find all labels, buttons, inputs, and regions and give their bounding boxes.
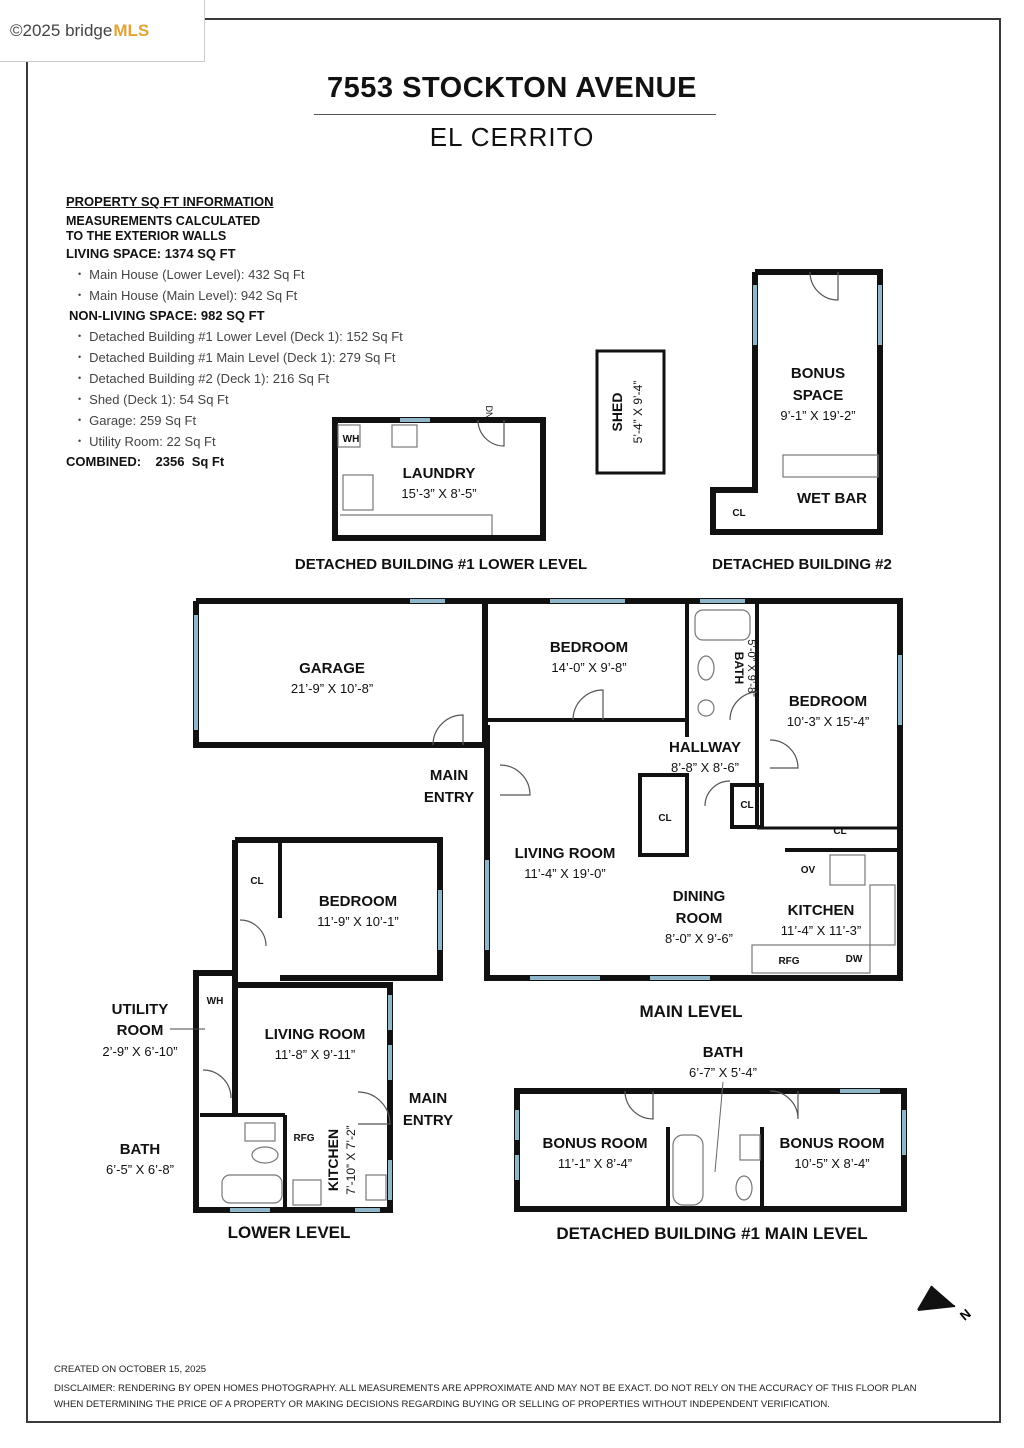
- shed-dim: 5’-4” X 9’-4”: [631, 380, 645, 444]
- bath-label: BATH: [119, 1141, 161, 1158]
- det1-main-caption: DETACHED BUILDING #1 MAIN LEVEL: [556, 1224, 868, 1243]
- bedroom-dim: 10’-3” X 15’-4”: [786, 714, 870, 729]
- bonus-space-label-1: BONUS: [790, 365, 846, 382]
- north-arrow-icon: [918, 1286, 974, 1323]
- kitchen-dim: 11’-4” X 11’-3”: [780, 923, 862, 938]
- living-item: • Main House (Main Level): 942 Sq Ft: [66, 285, 403, 306]
- water-heater-label: WH: [206, 996, 224, 1007]
- utility-room-dim: 2’-9” X 6’-10”: [102, 1044, 178, 1059]
- dining-room-dim: 8’-0” X 9’-6”: [665, 931, 733, 946]
- living-room-label: LIVING ROOM: [514, 845, 616, 862]
- laundry-label: LAUNDRY: [402, 465, 476, 482]
- utility-room-label: ROOM: [116, 1022, 164, 1039]
- bath-dim: 6’-5” X 6’-8”: [106, 1162, 174, 1177]
- bonus-room-dim: 11’-1” X 8’-4”: [557, 1156, 633, 1171]
- bedroom-label: BEDROOM: [549, 639, 629, 656]
- disclaimer-line: DISCLAIMER: RENDERING BY OPEN HOMES PHOTOGRAPHY. ALL MEASUREMENTS ARE APPROXIMATE AND MAY NOT BE EXACT. DO NOT RELY ON THE ACCURACY OF THIS FLOOR PLAN: [54, 1383, 917, 1394]
- living-room-label: LIVING ROOM: [264, 1026, 366, 1043]
- bonus-space-dim: 9’-1” X 19’-2”: [780, 408, 856, 423]
- sqft-heading: PROPERTY SQ FT INFORMATION: [66, 194, 274, 209]
- brand-copyright: ©2025 bridge: [10, 20, 113, 40]
- hallway-dim: 8’-8” X 8’-6”: [671, 760, 739, 775]
- closet-label: CL: [740, 800, 754, 811]
- dining-room-label: DINING: [672, 888, 726, 905]
- garage-dim: 21’-9” X 10’-8”: [290, 681, 374, 696]
- calc-line-1: MEASUREMENTS CALCULATED: [66, 214, 261, 228]
- main-level-caption: MAIN LEVEL: [639, 1002, 743, 1021]
- non-living-item: • Detached Building #1 Main Level (Deck 1): 279 Sq Ft: [66, 347, 403, 368]
- bonus-room-label: BONUS ROOM: [542, 1135, 648, 1152]
- lower-level-walls: [196, 973, 390, 1210]
- fridge-label: RFG: [778, 956, 800, 967]
- non-living-item: • Garage: 259 Sq Ft: [66, 410, 403, 431]
- door-swings: [203, 272, 838, 1124]
- living-item: • Main House (Lower Level): 432 Sq Ft: [66, 264, 403, 285]
- shed-label: SHED: [609, 392, 625, 432]
- bedroom-label: BEDROOM: [788, 693, 868, 710]
- dining-room-label: ROOM: [675, 910, 723, 927]
- non-living-item: • Shed (Deck 1): 54 Sq Ft: [66, 389, 403, 410]
- created-date: CREATED ON OCTOBER 15, 2025: [54, 1364, 207, 1375]
- oven-label: OV: [800, 865, 816, 876]
- bath-label: BATH: [702, 1044, 744, 1061]
- garage-label: GARAGE: [299, 660, 365, 677]
- bonus-room-dim: 10’-5” X 8’-4”: [794, 1156, 870, 1171]
- living-room-dim: 11’-8” X 9’-11”: [274, 1047, 356, 1062]
- bath-label: BATH: [732, 651, 746, 685]
- bonus-room-label: BONUS ROOM: [779, 1135, 885, 1152]
- closet-label: CL: [250, 876, 264, 887]
- det2-caption: DETACHED BUILDING #2: [712, 556, 892, 573]
- living-room-dim: 11’-4” X 19’-0”: [524, 866, 606, 881]
- laundry-dim: 15’-3” X 8’-5”: [401, 486, 477, 501]
- combined-total: COMBINED: 2356 Sq Ft: [66, 454, 225, 469]
- living-space: LIVING SPACE: 1374 SQ FT: [66, 246, 236, 261]
- fridge-label: RFG: [293, 1133, 315, 1144]
- closet-label: CL: [732, 508, 746, 519]
- lower-level-caption: LOWER LEVEL: [227, 1223, 351, 1242]
- wet-bar-label: WET BAR: [797, 490, 867, 507]
- page-subtitle: EL CERRITO: [429, 122, 595, 152]
- bath-dim: 5’-0” X 9’-8”: [745, 639, 757, 697]
- main-entry-label: ENTRY: [402, 1112, 454, 1129]
- bedroom-dim: 14’-0” X 9’-8”: [551, 660, 627, 675]
- bedroom-dim: 11’-9” X 10’-1”: [317, 914, 399, 929]
- water-heater-label: WH: [342, 434, 360, 445]
- calc-line-2: TO THE EXTERIOR WALLS: [66, 229, 227, 243]
- dishwasher-label: DW: [845, 954, 863, 965]
- hallway-label: HALLWAY: [669, 739, 741, 756]
- main-entry-label: MAIN: [408, 1090, 448, 1107]
- brand-mls: MLS: [113, 20, 150, 40]
- bath-leader-line: [715, 1082, 723, 1172]
- stairs-down-label: DN: [484, 405, 494, 419]
- non-living-item: • Utility Room: 22 Sq Ft: [66, 431, 403, 452]
- kitchen-label: KITCHEN: [787, 902, 855, 919]
- north-label: N: [956, 1305, 974, 1324]
- main-entry-label: MAIN: [429, 767, 469, 784]
- bath-dim: 6’-7” X 5’-4”: [689, 1065, 757, 1080]
- non-living-item: • Detached Building #1 Lower Level (Deck 1): 152 Sq Ft: [66, 326, 403, 347]
- disclaimer-block: [54, 1362, 917, 1413]
- det1-lower-caption: DETACHED BUILDING #1 LOWER LEVEL: [294, 556, 588, 573]
- disclaimer-line: WHEN DETERMINING THE PRICE OF A PROPERTY OR MAKING DECISIONS REGARDING BUYING OR SELLING OF PROPERTIES WITHOUT INDEPENDENT VERIFICATION.: [54, 1399, 830, 1410]
- non-living-space: NON-LIVING SPACE: 982 SQ FT: [69, 308, 265, 323]
- non-living-item: • Detached Building #2 (Deck 1): 216 Sq Ft: [66, 368, 403, 389]
- bonus-space-label-2: SPACE: [792, 387, 844, 404]
- bedroom-label: BEDROOM: [318, 893, 398, 910]
- main-entry-label: ENTRY: [423, 789, 475, 806]
- utility-room-label: UTILITY: [111, 1001, 169, 1018]
- kitchen-dim: 7’-10” X 7’-2”: [344, 1125, 358, 1195]
- closet-label: CL: [658, 813, 672, 824]
- kitchen-label: KITCHEN: [325, 1128, 341, 1192]
- closet-label: CL: [833, 826, 847, 837]
- page-title: 7553 STOCKTON AVENUE: [327, 72, 697, 104]
